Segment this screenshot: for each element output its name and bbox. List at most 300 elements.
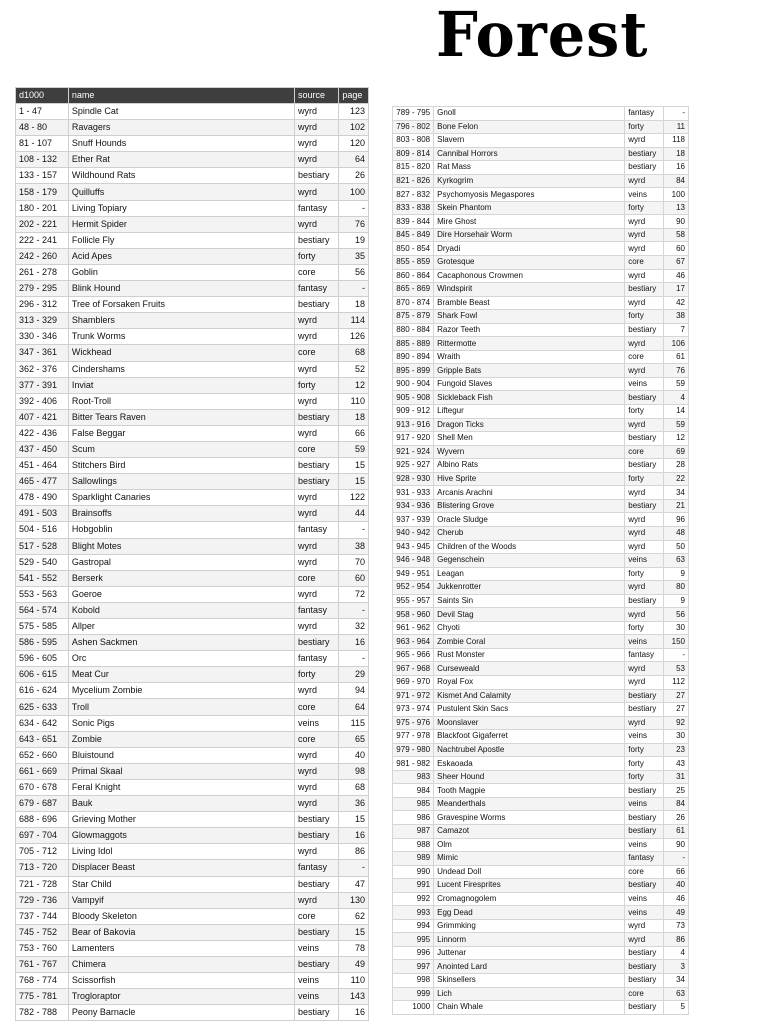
source: wyrd (625, 933, 664, 947)
table-row (16, 120, 369, 136)
source: veins (625, 906, 664, 920)
creature-name: Sallowlings (68, 474, 294, 490)
source: wyrd (295, 506, 339, 522)
page-number: 56 (664, 608, 689, 622)
page-number: 98 (339, 763, 369, 779)
page-number: - (339, 200, 369, 216)
creature-name: Mycelium Zombie (68, 683, 294, 699)
roll-range: 729 - 736 (16, 892, 69, 908)
roll-range: 437 - 450 (16, 441, 69, 457)
creature-name: Olm (434, 838, 625, 852)
table-row (393, 621, 689, 635)
table-row (393, 215, 689, 229)
source: wyrd (625, 364, 664, 378)
creature-name: Oracle Sludge (434, 513, 625, 527)
table-row (16, 844, 369, 860)
page-number: 80 (664, 581, 689, 595)
source: bestiary (625, 879, 664, 893)
roll-range: 833 - 838 (393, 201, 434, 215)
source: core (295, 908, 339, 924)
table-row (393, 256, 689, 270)
source: core (295, 731, 339, 747)
creature-name: Sheer Hound (434, 770, 625, 784)
table-row (16, 200, 369, 216)
creature-name: Hermit Spider (68, 216, 294, 232)
creature-name: Meat Cur (68, 667, 294, 683)
table-row (16, 651, 369, 667)
table-row (16, 441, 369, 457)
roll-range: 768 - 774 (16, 973, 69, 989)
page-number: - (664, 852, 689, 866)
source: wyrd (625, 418, 664, 432)
roll-range: 986 (393, 811, 434, 825)
roll-range: 940 - 942 (393, 526, 434, 540)
roll-range: 796 - 802 (393, 120, 434, 134)
page-number: 73 (664, 919, 689, 933)
page-number: 67 (664, 256, 689, 270)
page-number: 47 (339, 876, 369, 892)
table-row (393, 350, 689, 364)
source: veins (295, 940, 339, 956)
roll-range: 949 - 951 (393, 567, 434, 581)
page-number: 15 (339, 812, 369, 828)
roll-range: 564 - 574 (16, 602, 69, 618)
table-row (16, 232, 369, 248)
table-row (393, 662, 689, 676)
creature-name: Liftegur (434, 405, 625, 419)
creature-name: Blight Motes (68, 538, 294, 554)
creature-name: Cindershams (68, 361, 294, 377)
table-row (393, 919, 689, 933)
creature-name: Dragon Ticks (434, 418, 625, 432)
source: fantasy (625, 648, 664, 662)
creature-name: Vampyif (68, 892, 294, 908)
roll-range: 133 - 157 (16, 168, 69, 184)
table-row (393, 824, 689, 838)
creature-name: Chain Whale (434, 1001, 625, 1015)
table-row (16, 361, 369, 377)
table-row (393, 770, 689, 784)
page-number: 76 (664, 364, 689, 378)
roll-range: 998 (393, 974, 434, 988)
creature-name: Kyrkogrim (434, 174, 625, 188)
roll-range: 946 - 948 (393, 554, 434, 568)
creature-name: Egg Dead (434, 906, 625, 920)
table-row (393, 472, 689, 486)
roll-range: 652 - 660 (16, 747, 69, 763)
table-row (393, 432, 689, 446)
roll-range: 775 - 781 (16, 989, 69, 1005)
source: wyrd (295, 779, 339, 795)
page-number: 118 (664, 134, 689, 148)
page-number: 100 (664, 188, 689, 202)
creature-name: Mimic (434, 852, 625, 866)
creature-name: Bluistound (68, 747, 294, 763)
creature-name: Orc (68, 651, 294, 667)
page-number: 56 (339, 264, 369, 280)
creature-name: Cacaphonous Crowmen (434, 269, 625, 283)
page-number: 50 (664, 540, 689, 554)
creature-name: Bauk (68, 796, 294, 812)
page-number: 66 (664, 865, 689, 879)
source: wyrd (625, 540, 664, 554)
table-row (16, 973, 369, 989)
source: core (625, 256, 664, 270)
source: wyrd (295, 393, 339, 409)
creature-name: Bear of Bakovia (68, 924, 294, 940)
table-row (393, 716, 689, 730)
table-row (393, 838, 689, 852)
page-number: 114 (339, 313, 369, 329)
source: core (295, 345, 339, 361)
creature-name: Grimmking (434, 919, 625, 933)
table-row (16, 924, 369, 940)
creature-name: Rust Monster (434, 648, 625, 662)
table-row (16, 474, 369, 490)
creature-name: Shark Fowl (434, 310, 625, 324)
source: wyrd (295, 152, 339, 168)
page-number: 96 (664, 513, 689, 527)
page-number: 12 (339, 377, 369, 393)
page-number: 102 (339, 120, 369, 136)
roll-range: 921 - 924 (393, 445, 434, 459)
table-row (393, 797, 689, 811)
table-row (16, 104, 369, 120)
creature-name: Blistering Grove (434, 499, 625, 513)
table-row (393, 499, 689, 513)
page-number: 27 (664, 689, 689, 703)
table-row (393, 513, 689, 527)
roll-range: 643 - 651 (16, 731, 69, 747)
roll-range: 586 - 595 (16, 635, 69, 651)
table-row (16, 796, 369, 812)
creature-name: Camazot (434, 824, 625, 838)
roll-range: 917 - 920 (393, 432, 434, 446)
page-number: 9 (664, 567, 689, 581)
roll-range: 422 - 436 (16, 425, 69, 441)
creature-name: Brainsoffs (68, 506, 294, 522)
table-row (393, 554, 689, 568)
page-number: - (339, 281, 369, 297)
source: veins (625, 838, 664, 852)
roll-range: 991 (393, 879, 434, 893)
table-row (393, 364, 689, 378)
page-number: 22 (664, 472, 689, 486)
page-number: 16 (664, 161, 689, 175)
roll-range: 987 (393, 824, 434, 838)
source: wyrd (295, 586, 339, 602)
table-row (16, 490, 369, 506)
table-row (393, 418, 689, 432)
page-number: 69 (664, 445, 689, 459)
table-row (393, 486, 689, 500)
table-row (16, 779, 369, 795)
roll-range: 616 - 624 (16, 683, 69, 699)
header-d1000: d1000 (16, 88, 69, 104)
page-number: 3 (664, 960, 689, 974)
page-number: 86 (664, 933, 689, 947)
roll-range: 969 - 970 (393, 675, 434, 689)
page-number: 49 (339, 956, 369, 972)
table-row (393, 946, 689, 960)
table-row (16, 184, 369, 200)
table-row (16, 522, 369, 538)
page-number: 90 (664, 215, 689, 229)
roll-range: 993 (393, 906, 434, 920)
source: wyrd (295, 844, 339, 860)
source: fantasy (295, 651, 339, 667)
creature-name: Anointed Lard (434, 960, 625, 974)
creature-name: Wickhead (68, 345, 294, 361)
page-number: 14 (664, 405, 689, 419)
page-number: 16 (339, 635, 369, 651)
roll-range: 997 (393, 960, 434, 974)
page-number: 15 (339, 924, 369, 940)
page-number: 4 (664, 391, 689, 405)
creature-name: Dire Horsehair Worm (434, 228, 625, 242)
roll-range: 803 - 808 (393, 134, 434, 148)
source: core (295, 441, 339, 457)
page-number: 35 (339, 248, 369, 264)
page-number: 27 (664, 703, 689, 717)
roll-range: 913 - 916 (393, 418, 434, 432)
creature-name: Wraith (434, 350, 625, 364)
table-row (16, 892, 369, 908)
source: bestiary (295, 458, 339, 474)
table-row (393, 892, 689, 906)
roll-range: 955 - 957 (393, 594, 434, 608)
source: bestiary (625, 391, 664, 405)
source: wyrd (295, 361, 339, 377)
source: bestiary (625, 824, 664, 838)
source: wyrd (625, 296, 664, 310)
creature-name: Cannibal Horrors (434, 147, 625, 161)
page-number: 48 (664, 526, 689, 540)
source: bestiary (625, 703, 664, 717)
roll-range: 541 - 552 (16, 570, 69, 586)
roll-range: 860 - 864 (393, 269, 434, 283)
source: core (295, 570, 339, 586)
source: wyrd (625, 228, 664, 242)
creature-name: Allper (68, 619, 294, 635)
table-row (16, 216, 369, 232)
creature-name: Fungoid Slaves (434, 377, 625, 391)
roll-range: 330 - 346 (16, 329, 69, 345)
creature-name: Scum (68, 441, 294, 457)
creature-name: Peony Barnacle (68, 1005, 294, 1021)
source: forty (625, 405, 664, 419)
table-row (16, 602, 369, 618)
roll-range: 937 - 939 (393, 513, 434, 527)
creature-name: Sickleback Fish (434, 391, 625, 405)
table-row (393, 526, 689, 540)
table-row (16, 329, 369, 345)
source: forty (625, 743, 664, 757)
source: forty (295, 377, 339, 393)
page-number: 122 (339, 490, 369, 506)
roll-range: 108 - 132 (16, 152, 69, 168)
creature-name: Sonic Pigs (68, 715, 294, 731)
roll-range: 392 - 406 (16, 393, 69, 409)
page-number: 110 (339, 973, 369, 989)
table-row (393, 310, 689, 324)
creature-name: Hobgoblin (68, 522, 294, 538)
header-source: source (295, 88, 339, 104)
source: forty (625, 567, 664, 581)
creature-name: Grieving Mother (68, 812, 294, 828)
roll-range: 900 - 904 (393, 377, 434, 391)
table-row (16, 860, 369, 876)
table-row (393, 201, 689, 215)
creature-name: Bloody Skeleton (68, 908, 294, 924)
creature-name: Tooth Magpie (434, 784, 625, 798)
creature-name: Berserk (68, 570, 294, 586)
table-row (393, 283, 689, 297)
creature-name: Jukkenrotter (434, 581, 625, 595)
creature-name: Albino Rats (434, 459, 625, 473)
page-number: 150 (664, 635, 689, 649)
creature-name: Glowmaggots (68, 828, 294, 844)
creature-name: Stitchers Bird (68, 458, 294, 474)
table-row (393, 445, 689, 459)
roll-range: 985 (393, 797, 434, 811)
source: bestiary (295, 812, 339, 828)
source: core (295, 264, 339, 280)
roll-range: 504 - 516 (16, 522, 69, 538)
roll-range: 809 - 814 (393, 147, 434, 161)
source: wyrd (625, 919, 664, 933)
page-number: 62 (339, 908, 369, 924)
page-number: 66 (339, 425, 369, 441)
creature-name: Gastropal (68, 554, 294, 570)
roll-range: 670 - 678 (16, 779, 69, 795)
creature-name: Shamblers (68, 313, 294, 329)
roll-range: 909 - 912 (393, 405, 434, 419)
table-row (393, 540, 689, 554)
page-number: 16 (339, 828, 369, 844)
source: bestiary (295, 232, 339, 248)
creature-name: Blackfoot Gigaferret (434, 730, 625, 744)
table-row (16, 667, 369, 683)
table-row (16, 570, 369, 586)
source: wyrd (625, 581, 664, 595)
table-row (393, 134, 689, 148)
roll-range: 994 (393, 919, 434, 933)
source: wyrd (295, 763, 339, 779)
page-number: 17 (664, 283, 689, 297)
source: wyrd (625, 526, 664, 540)
roll-range: 925 - 927 (393, 459, 434, 473)
page-number: 126 (339, 329, 369, 345)
creature-name: Rat Mass (434, 161, 625, 175)
header-name: name (68, 88, 294, 104)
table-row (16, 989, 369, 1005)
roll-range: 737 - 744 (16, 908, 69, 924)
page-number: 61 (664, 824, 689, 838)
source: bestiary (295, 409, 339, 425)
page-number: 110 (339, 393, 369, 409)
table-row (393, 337, 689, 351)
source: veins (625, 377, 664, 391)
table-row (393, 391, 689, 405)
page-number: 130 (339, 892, 369, 908)
page-number: - (664, 648, 689, 662)
roll-range: 967 - 968 (393, 662, 434, 676)
source: bestiary (295, 635, 339, 651)
page-number: 46 (664, 269, 689, 283)
page-number: 38 (664, 310, 689, 324)
roll-range: 279 - 295 (16, 281, 69, 297)
creature-name: Curseweald (434, 662, 625, 676)
source: veins (625, 797, 664, 811)
creature-name: Skinsellers (434, 974, 625, 988)
table-row (393, 933, 689, 947)
creature-name: Troll (68, 699, 294, 715)
page-number: 26 (664, 811, 689, 825)
source: veins (625, 188, 664, 202)
table-row (393, 147, 689, 161)
creature-name: Zombie (68, 731, 294, 747)
page-number: 52 (339, 361, 369, 377)
page-number: 36 (339, 796, 369, 812)
roll-range: 721 - 728 (16, 876, 69, 892)
source: wyrd (625, 174, 664, 188)
table-row (393, 730, 689, 744)
roll-range: 984 (393, 784, 434, 798)
creature-name: Dryadi (434, 242, 625, 256)
table-row (16, 812, 369, 828)
source: wyrd (295, 683, 339, 699)
page-number: 42 (664, 296, 689, 310)
page-number: 64 (339, 152, 369, 168)
table-row (16, 635, 369, 651)
roll-range: 48 - 80 (16, 120, 69, 136)
roll-range: 222 - 241 (16, 232, 69, 248)
source: wyrd (625, 134, 664, 148)
source: wyrd (295, 136, 339, 152)
table-row (393, 581, 689, 595)
creature-name: Living Topiary (68, 200, 294, 216)
page-number: 106 (664, 337, 689, 351)
table-row (393, 987, 689, 1001)
roll-range: 606 - 615 (16, 667, 69, 683)
source: veins (625, 892, 664, 906)
creature-name: Displacer Beast (68, 860, 294, 876)
creature-name: Wyvern (434, 445, 625, 459)
creature-name: Ashen Sackmen (68, 635, 294, 651)
page-number: 18 (339, 409, 369, 425)
table-row (16, 876, 369, 892)
table-row (16, 699, 369, 715)
table-row (16, 248, 369, 264)
source: bestiary (295, 956, 339, 972)
source: wyrd (625, 608, 664, 622)
source: bestiary (625, 283, 664, 297)
page-number: 13 (664, 201, 689, 215)
page-number: - (339, 651, 369, 667)
roll-range: 827 - 832 (393, 188, 434, 202)
table-row (393, 675, 689, 689)
page-number: 120 (339, 136, 369, 152)
creature-name: Snuff Hounds (68, 136, 294, 152)
creature-name: Ether Rat (68, 152, 294, 168)
roll-range: 934 - 936 (393, 499, 434, 513)
table-row (16, 763, 369, 779)
source: bestiary (295, 297, 339, 313)
creature-name: Mire Ghost (434, 215, 625, 229)
creature-name: Trogloraptor (68, 989, 294, 1005)
page-number: 60 (339, 570, 369, 586)
